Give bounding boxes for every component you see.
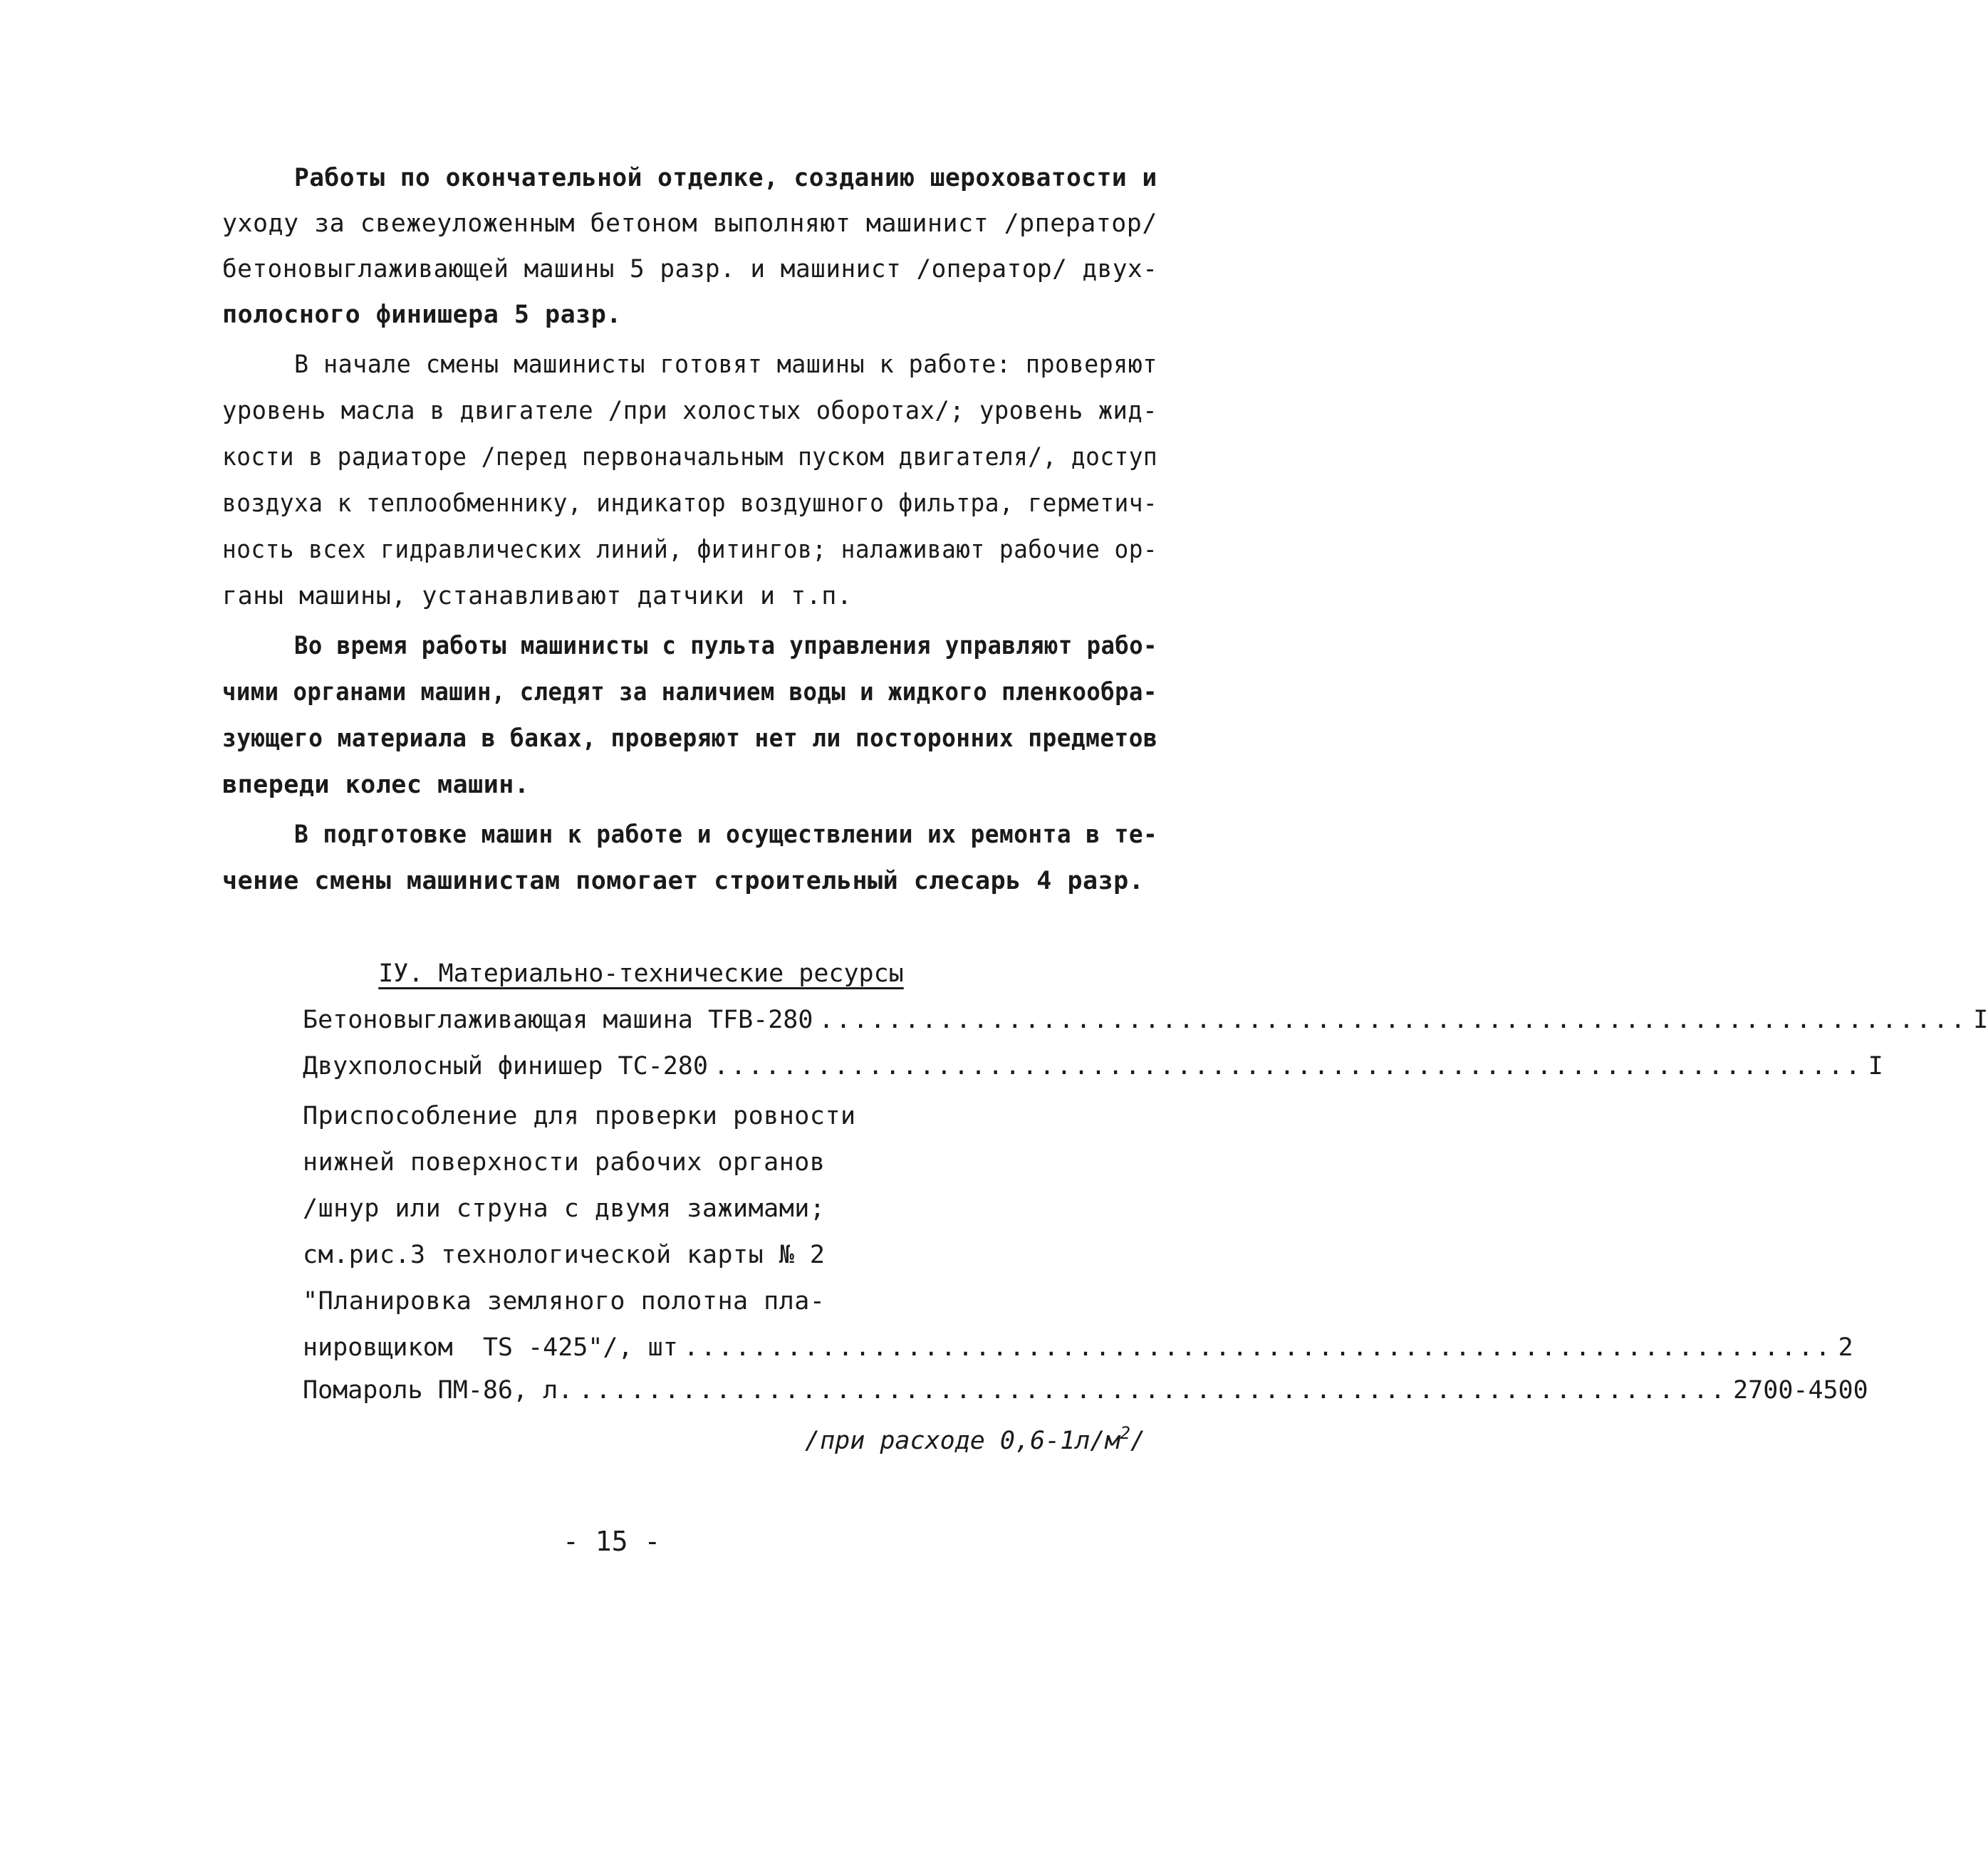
paragraph-3-line-1: Во время работы машинисты с пульта управления управляют рабо- — [294, 632, 1157, 660]
consumption-note-text: /при расходе 0,6-1л/м — [805, 1427, 1120, 1455]
consumption-note — [805, 1417, 1145, 1457]
paragraph-4-line-1: В подготовке машин к работе и осуществлении их ремонта в те- — [294, 821, 1158, 849]
resource-row — [303, 1004, 1988, 1038]
paragraph-1-line-1: Работы по окончательной отделке, созданию шероховатости и — [294, 164, 1157, 192]
resource-name: нировщиком TS -425"/, шт — [303, 1333, 678, 1362]
resource-row — [303, 1375, 1868, 1409]
resource-name: Двухполосный финишер TC-280 — [303, 1052, 708, 1080]
paragraph-2-line-5: ность всех гидравлических линий, фитингов; налаживают рабочие ор- — [222, 536, 1158, 564]
resource-row — [303, 1051, 1883, 1085]
section-heading — [356, 958, 926, 989]
paragraph-2-line-1: В начале смены машинисты готовят машины к работе: проверяют — [294, 350, 1157, 379]
resource-name-line: нижней поверхности рабочих органов — [303, 1148, 826, 1177]
resource-quantity: 2 — [1838, 1333, 1853, 1362]
resource-quantity: I — [1973, 1006, 1988, 1034]
paragraph-4-line-2: чение смены машинистам помогает строительный слесарь 4 разр. — [222, 867, 1145, 895]
section-heading-text: IУ. Материально-технические ресурсы — [378, 959, 904, 988]
paragraph-1-line-3: бетоновыглаживающей машины 5 разр. и машинист /оператор/ двух- — [222, 255, 1158, 283]
paragraph-3-line-4: впереди колес машин. — [222, 771, 530, 799]
leader-dots: ................................................................... — [713, 1052, 1863, 1080]
leader-dots: ................................................................... — [818, 1006, 1968, 1034]
paragraph-2-line-3: кости в радиаторе /перед первоначальным пуском двигателя/, доступ — [222, 443, 1158, 472]
paragraph-2-line-6: ганы машины, устанавливают датчики и т.п. — [222, 582, 853, 610]
resource-name: Бетоновыглаживающая машина TFB-280 — [303, 1006, 813, 1034]
resource-name-line: см.рис.3 технологической карты № 2 — [303, 1241, 826, 1269]
paragraph-1-line-4: полосного финишера 5 разр. — [222, 301, 622, 329]
paragraph-3-line-2: чими органами машин, следят за наличием воды и жидкого пленкообра- — [222, 678, 1157, 707]
leader-dots: ................................................................... — [578, 1376, 1728, 1405]
paragraph-3-line-3: зующего материала в баках, проверяют нет ли посторонних предметов — [222, 724, 1158, 753]
resource-quantity: I — [1868, 1052, 1883, 1080]
resource-name-line: "Планировка земляного полотна пла- — [303, 1287, 826, 1316]
leader-dots: ................................................................... — [683, 1333, 1833, 1362]
paragraph-2-line-2: уровень масла в двигателе /при холостых оборотах/; уровень жид- — [222, 397, 1158, 425]
resource-quantity: 2700-4500 — [1733, 1376, 1868, 1405]
resource-name-line: /шнур или струна с двумя зажимами; — [303, 1194, 826, 1223]
resource-row — [303, 1332, 1853, 1366]
paragraph-2-line-4: воздуха к теплообменнику, индикатор воздушного фильтра, герметич- — [222, 489, 1158, 518]
resource-name: Помароль ПМ-86, л. — [303, 1376, 573, 1405]
consumption-note-superscript: 2 — [1120, 1423, 1130, 1443]
resource-name-line: Приспособление для проверки ровности — [303, 1102, 856, 1130]
consumption-note-end: / — [1130, 1427, 1146, 1455]
paragraph-1-line-2: уходу за свежеуложенным бетоном выполняют машинист /рператор/ — [222, 209, 1157, 238]
page-number: - 15 - — [563, 1526, 661, 1557]
